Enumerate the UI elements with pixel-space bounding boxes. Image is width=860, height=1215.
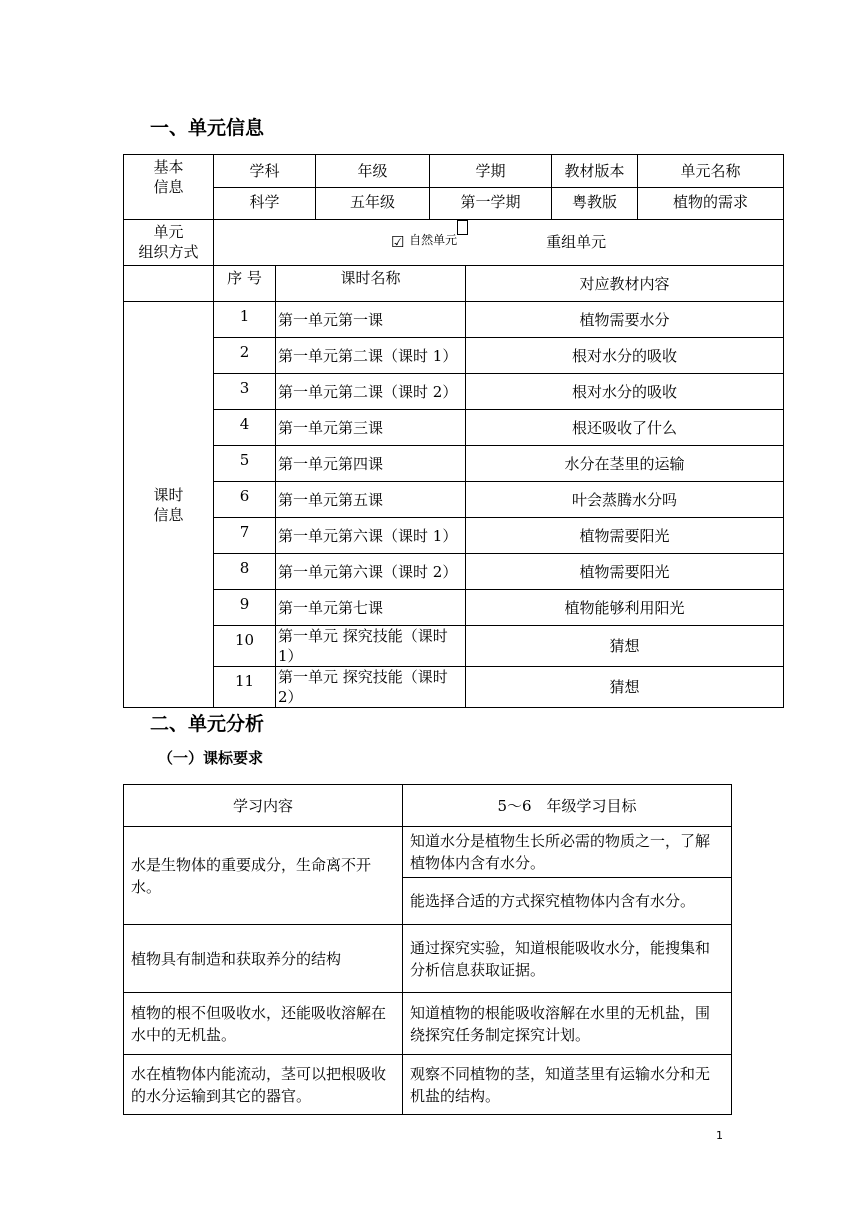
learning-goal: 知道水分是植物生长所必需的物质之一，了解植物体内含有水分。	[403, 827, 732, 878]
lesson-name: 第一单元第二课（课时 2）	[276, 374, 466, 410]
value-term: 第一学期	[430, 188, 552, 220]
header-learning-goals: 5～6 年级学习目标	[403, 785, 732, 827]
value-edition: 粤教版	[552, 188, 638, 220]
checked-box-icon: ☑	[390, 233, 405, 251]
lesson-content: 根对水分的吸收	[466, 338, 784, 374]
page-number: 1	[716, 1129, 723, 1142]
lesson-no: 8	[214, 554, 276, 590]
header-unit-name: 单元名称	[638, 155, 784, 188]
lesson-content: 猜想	[466, 626, 784, 667]
header-grade: 年级	[316, 155, 430, 188]
header-term: 学期	[430, 155, 552, 188]
lesson-content: 植物能够利用阳光	[466, 590, 784, 626]
value-subject: 科学	[214, 188, 316, 220]
learning-content: 水是生物体的重要成分，生命离不开水。	[124, 827, 403, 925]
lesson-name: 第一单元第三课	[276, 410, 466, 446]
lesson-content: 叶会蒸腾水分吗	[466, 482, 784, 518]
header-no: 序 号	[214, 266, 276, 302]
learning-content: 水在植物体内能流动，茎可以把根吸收的水分运输到其它的器官。	[124, 1055, 403, 1115]
lesson-name: 第一单元第六课（课时 1）	[276, 518, 466, 554]
learning-goal: 通过探究实验，知道根能吸收水分，能搜集和分析信息获取证据。	[403, 925, 732, 993]
lesson-no: 7	[214, 518, 276, 554]
section-2-subtitle: （一）课标要求	[158, 749, 264, 767]
lesson-content: 植物需要水分	[466, 302, 784, 338]
lesson-info-label: 课时 信息	[124, 302, 214, 708]
value-unit-name: 植物的需求	[638, 188, 784, 220]
learning-content: 植物具有制造和获取养分的结构	[124, 925, 403, 993]
lesson-name: 第一单元第一课	[276, 302, 466, 338]
section-2-title: 二、单元分析	[150, 713, 265, 735]
header-learning-content: 学习内容	[124, 785, 403, 827]
section-1-title: 一、单元信息	[150, 117, 265, 139]
curriculum-table	[123, 784, 732, 1115]
blank-cell	[124, 266, 214, 302]
lesson-content: 水分在茎里的运输	[466, 446, 784, 482]
learning-content: 植物的根不但吸收水，还能吸收溶解在水中的无机盐。	[124, 993, 403, 1055]
lesson-no: 5	[214, 446, 276, 482]
basic-info-label: 基本 信息	[124, 155, 214, 220]
lesson-name: 第一单元第六课（课时 2）	[276, 554, 466, 590]
value-grade: 五年级	[316, 188, 430, 220]
header-content: 对应教材内容	[466, 266, 784, 302]
lesson-no: 10	[214, 626, 276, 667]
lesson-content: 植物需要阳光	[466, 554, 784, 590]
org-label: 单元 组织方式	[124, 220, 214, 266]
learning-goal: 知道植物的根能吸收溶解在水里的无机盐，围绕探究任务制定探究计划。	[403, 993, 732, 1055]
lesson-no: 1	[214, 302, 276, 338]
org-options	[214, 220, 784, 266]
lesson-name: 第一单元第七课	[276, 590, 466, 626]
lesson-name: 第一单元 探究技能（课时 1）	[276, 626, 466, 667]
lesson-name: 第一单元第二课（课时 1）	[276, 338, 466, 374]
header-subject: 学科	[214, 155, 316, 188]
lesson-name: 第一单元第四课	[276, 446, 466, 482]
lesson-no: 11	[214, 667, 276, 708]
learning-goal: 能选择合适的方式探究植物体内含有水分。	[403, 878, 732, 925]
lesson-content: 猜想	[466, 667, 784, 708]
lesson-no: 4	[214, 410, 276, 446]
header-edition: 教材版本	[552, 155, 638, 188]
lesson-content: 根对水分的吸收	[466, 374, 784, 410]
lesson-name: 第一单元 探究技能（课时 2）	[276, 667, 466, 708]
lesson-name: 第一单元第五课	[276, 482, 466, 518]
unit-info-table	[123, 154, 784, 708]
lesson-no: 2	[214, 338, 276, 374]
org-natural-label: 自然单元	[409, 233, 458, 247]
learning-goal: 观察不同植物的茎，知道茎里有运输水分和无机盐的结构。	[403, 1055, 732, 1115]
org-regroup-label: 重组单元	[546, 233, 607, 251]
lesson-no: 3	[214, 374, 276, 410]
lesson-content: 植物需要阳光	[466, 518, 784, 554]
lesson-no: 6	[214, 482, 276, 518]
empty-checkbox-icon	[457, 220, 468, 235]
lesson-content: 根还吸收了什么	[466, 410, 784, 446]
header-lesson-name: 课时名称	[276, 266, 466, 302]
lesson-no: 9	[214, 590, 276, 626]
